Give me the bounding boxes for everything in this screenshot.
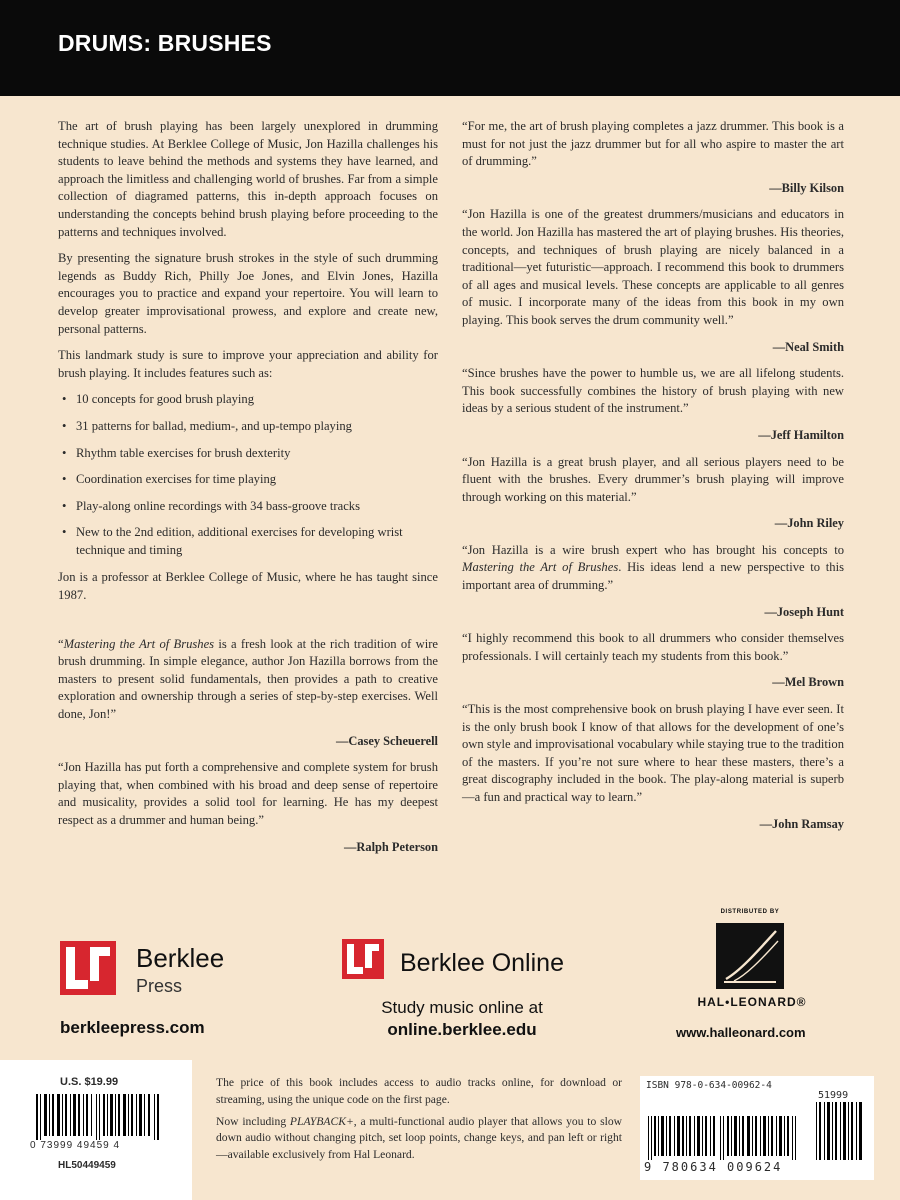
ean-addon-number: 51999 xyxy=(818,1090,849,1101)
upc-block xyxy=(0,1060,192,1200)
attribution-scheuerell: —Casey Scheuerell xyxy=(336,733,438,748)
legends-paragraph: By presenting the signature brush strokes in the style of such drumming legends as Buddy Rich, Philly Joe Jones, and Elvin Jones, Hazilla encourages you to practice and expand your repertoire. You will learn to develop greater improvisational prowess, and explore and create new, personal patterns. xyxy=(58,251,438,336)
distributed-by-label: DISTRIBUTED BY xyxy=(720,909,780,915)
berklee-press-url[interactable]: berkleepress.com xyxy=(60,1018,205,1037)
attribution-kilson: —Billy Kilson xyxy=(769,180,844,195)
audio-access-text xyxy=(216,1075,622,1169)
attribution-peterson: —Ralph Peterson xyxy=(344,839,438,854)
quote-riley: “Jon Hazilla is a great brush player, and all serious players need to be fluent with the brushes. Every drummer’s brush playing will improve through working on this material.” xyxy=(462,454,844,504)
hal-leonard-logo xyxy=(716,923,784,989)
publisher-logos xyxy=(0,905,900,1055)
svg-text:Berklee Online: Berklee Online xyxy=(400,949,564,977)
author-bio: Jon is a professor at Berklee College of Music, where he has taught since 1987. xyxy=(58,570,438,603)
list-item: • Rhythm table exercises for brush dexterity xyxy=(58,445,438,463)
attribution-brown: —Mel Brown xyxy=(772,675,844,690)
online-url[interactable]: online.berklee.edu xyxy=(387,1020,537,1039)
hal-leonard-url[interactable]: www.halleonard.com xyxy=(676,1025,806,1040)
list-item: • Coordination exercises for time playing xyxy=(58,471,438,489)
quote-hamilton: “Since brushes have the power to humble us, we are all lifelong students. This book successfully combines the history of brush playing with new ideas by a serious student of the instrument.” xyxy=(462,366,844,416)
ean-addon-barcode xyxy=(816,1102,866,1160)
audio-paragraph: The price of this book includes access to audio tracks online, for download or streaming, using the unique code on the first page. xyxy=(216,1076,622,1106)
svg-text:Press: Press xyxy=(136,976,183,996)
list-item: • New to the 2nd edition, additional exercises for developing wrist technique and timing xyxy=(58,524,438,559)
upc-barcode xyxy=(36,1094,164,1140)
quote-scheuerell: “Mastering the Art of Brushes is a fresh look at the rich tradition of wire brush drumming. In simple elegance, author Jon Hazilla borrows from the masters to present solid fundamentals, then provides a path to creative exploration and ownership through a series of step-by-step exercises. Well done, Jon!” xyxy=(58,636,438,722)
list-item: • Play-along online recordings with 34 bass-groove tracks xyxy=(58,498,438,516)
book-title: Mastering the Art of Brushes xyxy=(63,636,215,651)
study-line: Study music online at xyxy=(381,998,543,1017)
product-code: HL50449459 xyxy=(58,1160,116,1171)
attribution-riley: —John Riley xyxy=(774,516,844,531)
attribution-ramsay: —John Ramsay xyxy=(759,816,844,831)
ean-barcode xyxy=(648,1116,808,1160)
intro-paragraph: The art of brush playing has been largely unexplored in drumming technique studies. At Berklee College of Music, Jon Hazilla challenges his students to leave behind the methods and systems they have learned, and approach the limitless and challenging world of brushes. Far from a simple collection of diagramed patterns, this in-depth approach focuses on understanding the concepts behind brush playing before proceeding to the patterns and techniques involved. xyxy=(58,119,438,239)
playback-paragraph: Now including PLAYBACK+, a multi-functional audio player that allows you to slow down audio without changing pitch, set loop points, change keys, and pan left or right—available exclusively from Hal Leonard. xyxy=(216,1114,622,1162)
right-column xyxy=(462,118,844,842)
price-label: U.S. $19.99 xyxy=(60,1076,119,1088)
playback-brand: PLAYBACK+ xyxy=(289,1114,354,1128)
berklee-press-logo xyxy=(60,935,240,1005)
hal-leonard-name: HAL•LEONARD® xyxy=(697,995,807,1009)
features-list xyxy=(58,391,438,559)
series-title: DRUMS: BRUSHES xyxy=(58,30,272,56)
upc-number: 0 73999 49459 4 xyxy=(30,1140,121,1151)
list-item: • 31 patterns for ballad, medium-, and up-tempo playing xyxy=(58,418,438,436)
features-intro: This landmark study is sure to improve your appreciation and ability for brush playing. It includes features such as: xyxy=(58,348,438,380)
study-online xyxy=(362,997,562,1041)
quote-smith: “Jon Hazilla is one of the greatest drummers/musicians and educators in the world. Jon Hazilla has mastered the art of playing brushes. His theories, concepts, and techniques of brush playing are nicely balanced in a traditional—yet futuristic—approach. I recommend this book to drummers of all ages and musical levels. These concepts are applicable to all genres of music. I incorporate many of the ideas from this book in my own playing. This book serves the drum community well.” xyxy=(462,207,844,327)
book-title: Mastering the Art of Brushes xyxy=(462,560,619,575)
berklee-online-logo xyxy=(342,937,582,985)
attribution-hamilton: —Jeff Hamilton xyxy=(758,427,844,442)
quote-brown: “I highly recommend this book to all drummers who consider themselves professionals. I will certainly teach my students from this book.” xyxy=(462,631,844,663)
quote-peterson: “Jon Hazilla has put forth a comprehensive and complete system for brush playing that, when combined with his broad and deep sense of repertoire and musicality, provides a solid tool for learning. He has my deepest respect as a drummer and human being.” xyxy=(58,760,438,827)
quote-hunt: “Jon Hazilla is a wire brush expert who has brought his concepts to Mastering the Art of Brushes. His ideas lend a new perspective to this important area of drumming.” xyxy=(462,542,844,593)
ean-number: 9 780634 009624 xyxy=(644,1160,783,1174)
left-column xyxy=(58,118,438,865)
list-item: • 10 concepts for good brush playing xyxy=(58,391,438,409)
svg-text:Berklee: Berklee xyxy=(136,943,225,973)
header-bar xyxy=(0,0,900,96)
isbn-label: ISBN 978-0-634-00962-4 xyxy=(646,1080,772,1091)
attribution-smith: —Neal Smith xyxy=(772,339,844,354)
attribution-hunt: —Joseph Hunt xyxy=(764,604,844,619)
quote-kilson: “For me, the art of brush playing completes a jazz drummer. This book is a must for not just the jazz drummer but for all who aspire to master the art of drumming.” xyxy=(462,119,844,169)
quote-ramsay: “This is the most comprehensive book on brush playing I have ever seen. It is the only brush book I know of that allows for the development of one’s own style and improvisational vocabulary while staying true to the tradition of the masters. If you’re not sure where to hear these masters, there’s a great discography included in the book. The play-along material is superb—a fun and practical way to learn.” xyxy=(462,702,844,804)
isbn-block xyxy=(640,1076,874,1180)
